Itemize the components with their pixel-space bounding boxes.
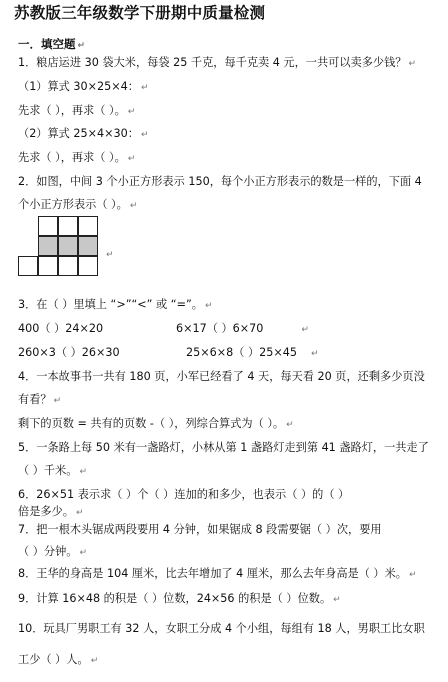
question-4-line1: 4．一本故事书一共有 180 页，小军已经看了 4 天，每天看 20 页，还剩多少页没: [18, 370, 425, 383]
question-4-line3: 剩下的页数 = 共有的页数 -（ ），列综合算式为（ ）。 ↵: [18, 417, 294, 430]
question-1-stem: 1．粮店运进 30 袋大米，每袋 25 千克，每千克卖 4 元，一共可以卖多少钱？ ↵: [18, 56, 417, 69]
bottom-square: [78, 256, 98, 276]
question-4-line2: 有看？ ↵: [18, 393, 62, 406]
question-8-line1: 8．王华的身高是 104 厘米，比去年增加了 4 厘米，那么去年身高是（ ）米。 ↵: [18, 567, 417, 580]
question-10-line1: 10．玩具厂男职工有 32 人，女职工分成 4 个小组，每组有 18 人，男职工比女职: [18, 622, 425, 635]
middle-square: [58, 236, 78, 256]
bottom-square: [18, 256, 38, 276]
top-square: [78, 216, 98, 236]
question-3-stem: 3．在（ ）里填上 “>”“<” 或 “=”。 ↵: [18, 298, 213, 311]
question-1-fill2: 先求（ ），再求（ ）。 ↵: [18, 151, 136, 164]
question-6-line1: 6．26×51 表示求（ ）个（ ）连加的和多少，也表示（ ）的（ ）: [18, 488, 350, 501]
bottom-square: [38, 256, 58, 276]
bottom-square: [58, 256, 78, 276]
square-pyramid-figure: [18, 216, 114, 286]
question-2-line2: 个小正方形表示（ ）。 ↵: [18, 198, 138, 211]
question-9-line1: 9．计算 16×48 的积是（ ）位数，24×56 的积是（ ）位数。 ↵: [18, 592, 341, 605]
top-square: [58, 216, 78, 236]
top-square: [38, 216, 58, 236]
question-1-sub1: （1）算式 30×25×4： ↵: [18, 80, 149, 93]
middle-square: [38, 236, 58, 256]
page-title: 苏教版三年级数学下册期中质量检测: [14, 4, 266, 22]
question-3-row1: 400（ ）24×20 6×17（ ）6×70 ↵: [18, 322, 309, 335]
question-1-fill1: 先求（ ），再求（ ）。 ↵: [18, 104, 136, 117]
paragraph-mark: ↵: [106, 250, 114, 260]
question-1-sub2: （2）算式 25×4×30： ↵: [18, 127, 149, 140]
question-5-line2: （ ）千米。 ↵: [18, 464, 88, 477]
question-2-line1: 2．如图，中间 3 个小正方形表示 150，每个小正方形表示的数是一样的，下面 4: [18, 175, 422, 188]
question-6-line2: 倍是多少。 ↵: [18, 505, 84, 518]
question-10-line2: 工少（ ）人。 ↵: [18, 653, 99, 666]
question-7-line1: 7．把一根木头锯成两段要用 4 分钟，如果锯成 8 段需要锯（ ）次，要用: [18, 523, 382, 536]
section-heading: 一．填空题 ↵: [18, 37, 86, 51]
middle-square: [78, 236, 98, 256]
question-7-line2: （ ）分钟。 ↵: [18, 545, 88, 558]
question-3-row2: 260×3（ ）26×30 25×6×8（ ）25×45 ↵: [18, 346, 319, 359]
question-5-line1: 5．一条路上每 50 米有一盏路灯，小林从第 1 盏路灯走到第 41 盏路灯，一共走了: [18, 441, 429, 454]
